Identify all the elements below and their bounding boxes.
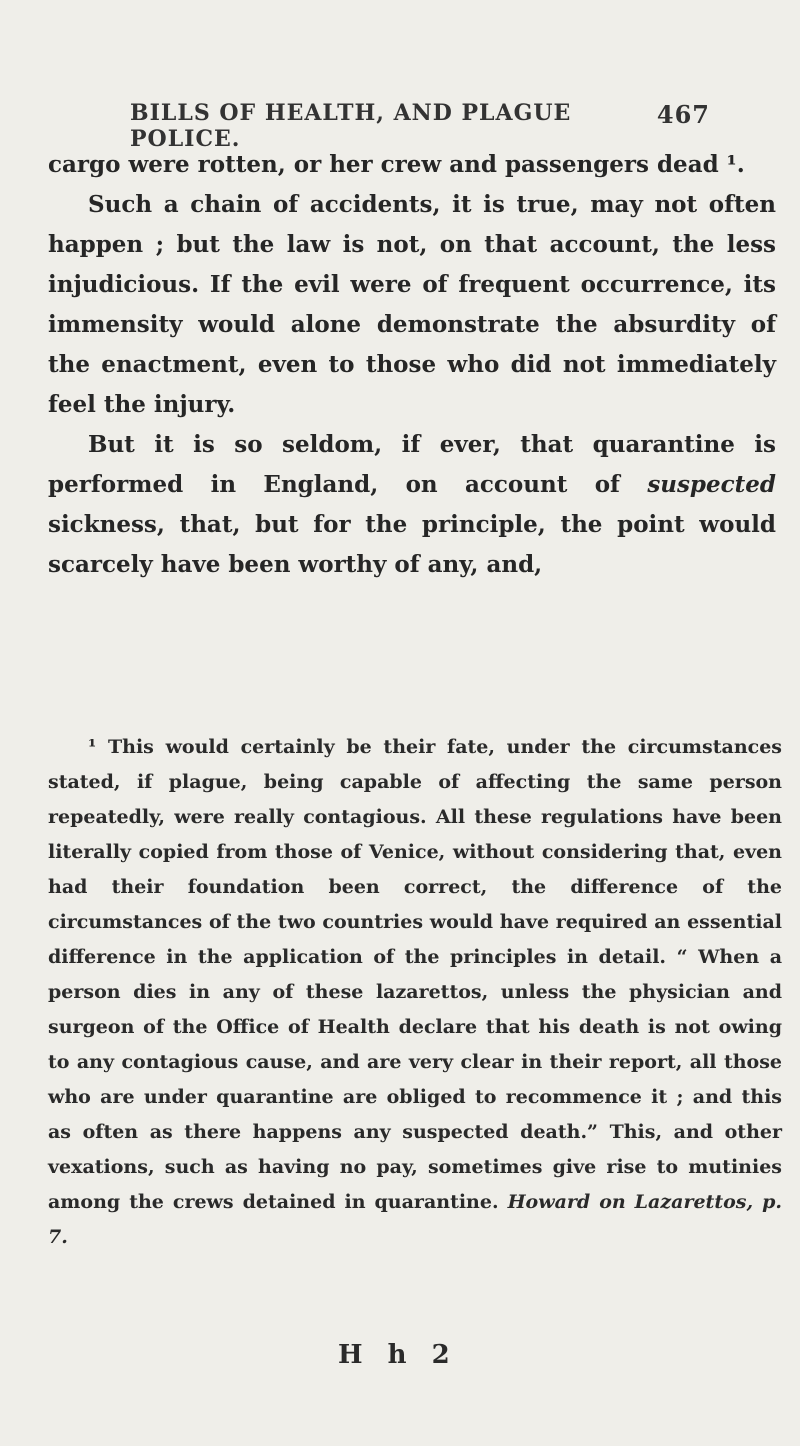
paragraph-text: sickness, that, but for the principle, the point would scarcely have been worthy of any, and, bbox=[48, 511, 776, 578]
footnote-body: ¹ This would certainly be their fate, under the circumstances stated, if plague, being capable of affecting the same person repeatedly, were really contagious. All these regulations have been literally copied from those of Venice, without considering that, even had their foundation been correct, the difference of the circumstances of the two countries would have required an essential difference in the application of the principles in detail. “ When a person dies in any of these lazarettos, unless the physician and surgeon of the Office of Health declare that his death is not owing to any contagious cause, and are very clear in their report, all those who are under quarantine are obliged to recommence it ; and this as often as there happens any suspected death.” This, and other vexations, such as having no pay, sometimes give rise to mutinies among the crews detained in quarantine. bbox=[48, 736, 782, 1213]
paragraph: Such a chain of accidents, it is true, may not often happen ; but the law is not, on that account, the less injudicious. If the evil were of frequent occurrence, its immensity would alone demonstrate the absurdity of the enactment, even to those who did not immediately feel the injury. bbox=[48, 191, 776, 418]
footnote-text bbox=[48, 730, 782, 1255]
signature-mark: H h 2 bbox=[338, 1340, 458, 1370]
footnote bbox=[48, 730, 782, 1255]
emphasized-word: suspected bbox=[647, 471, 776, 498]
paragraph bbox=[48, 425, 776, 585]
running-title: BILLS OF HEALTH, AND PLAGUE POLICE. bbox=[130, 100, 572, 152]
paragraph: cargo were rotten, or her crew and passengers dead ¹. bbox=[48, 151, 745, 178]
page-number: 467 bbox=[656, 100, 710, 129]
footnote-citation: Howard on Lazarettos, p. 7. bbox=[48, 1191, 782, 1248]
paragraph-text: But it is so seldom, if ever, that quarantine is performed in England, on account of bbox=[48, 431, 776, 498]
main-text bbox=[48, 145, 776, 585]
